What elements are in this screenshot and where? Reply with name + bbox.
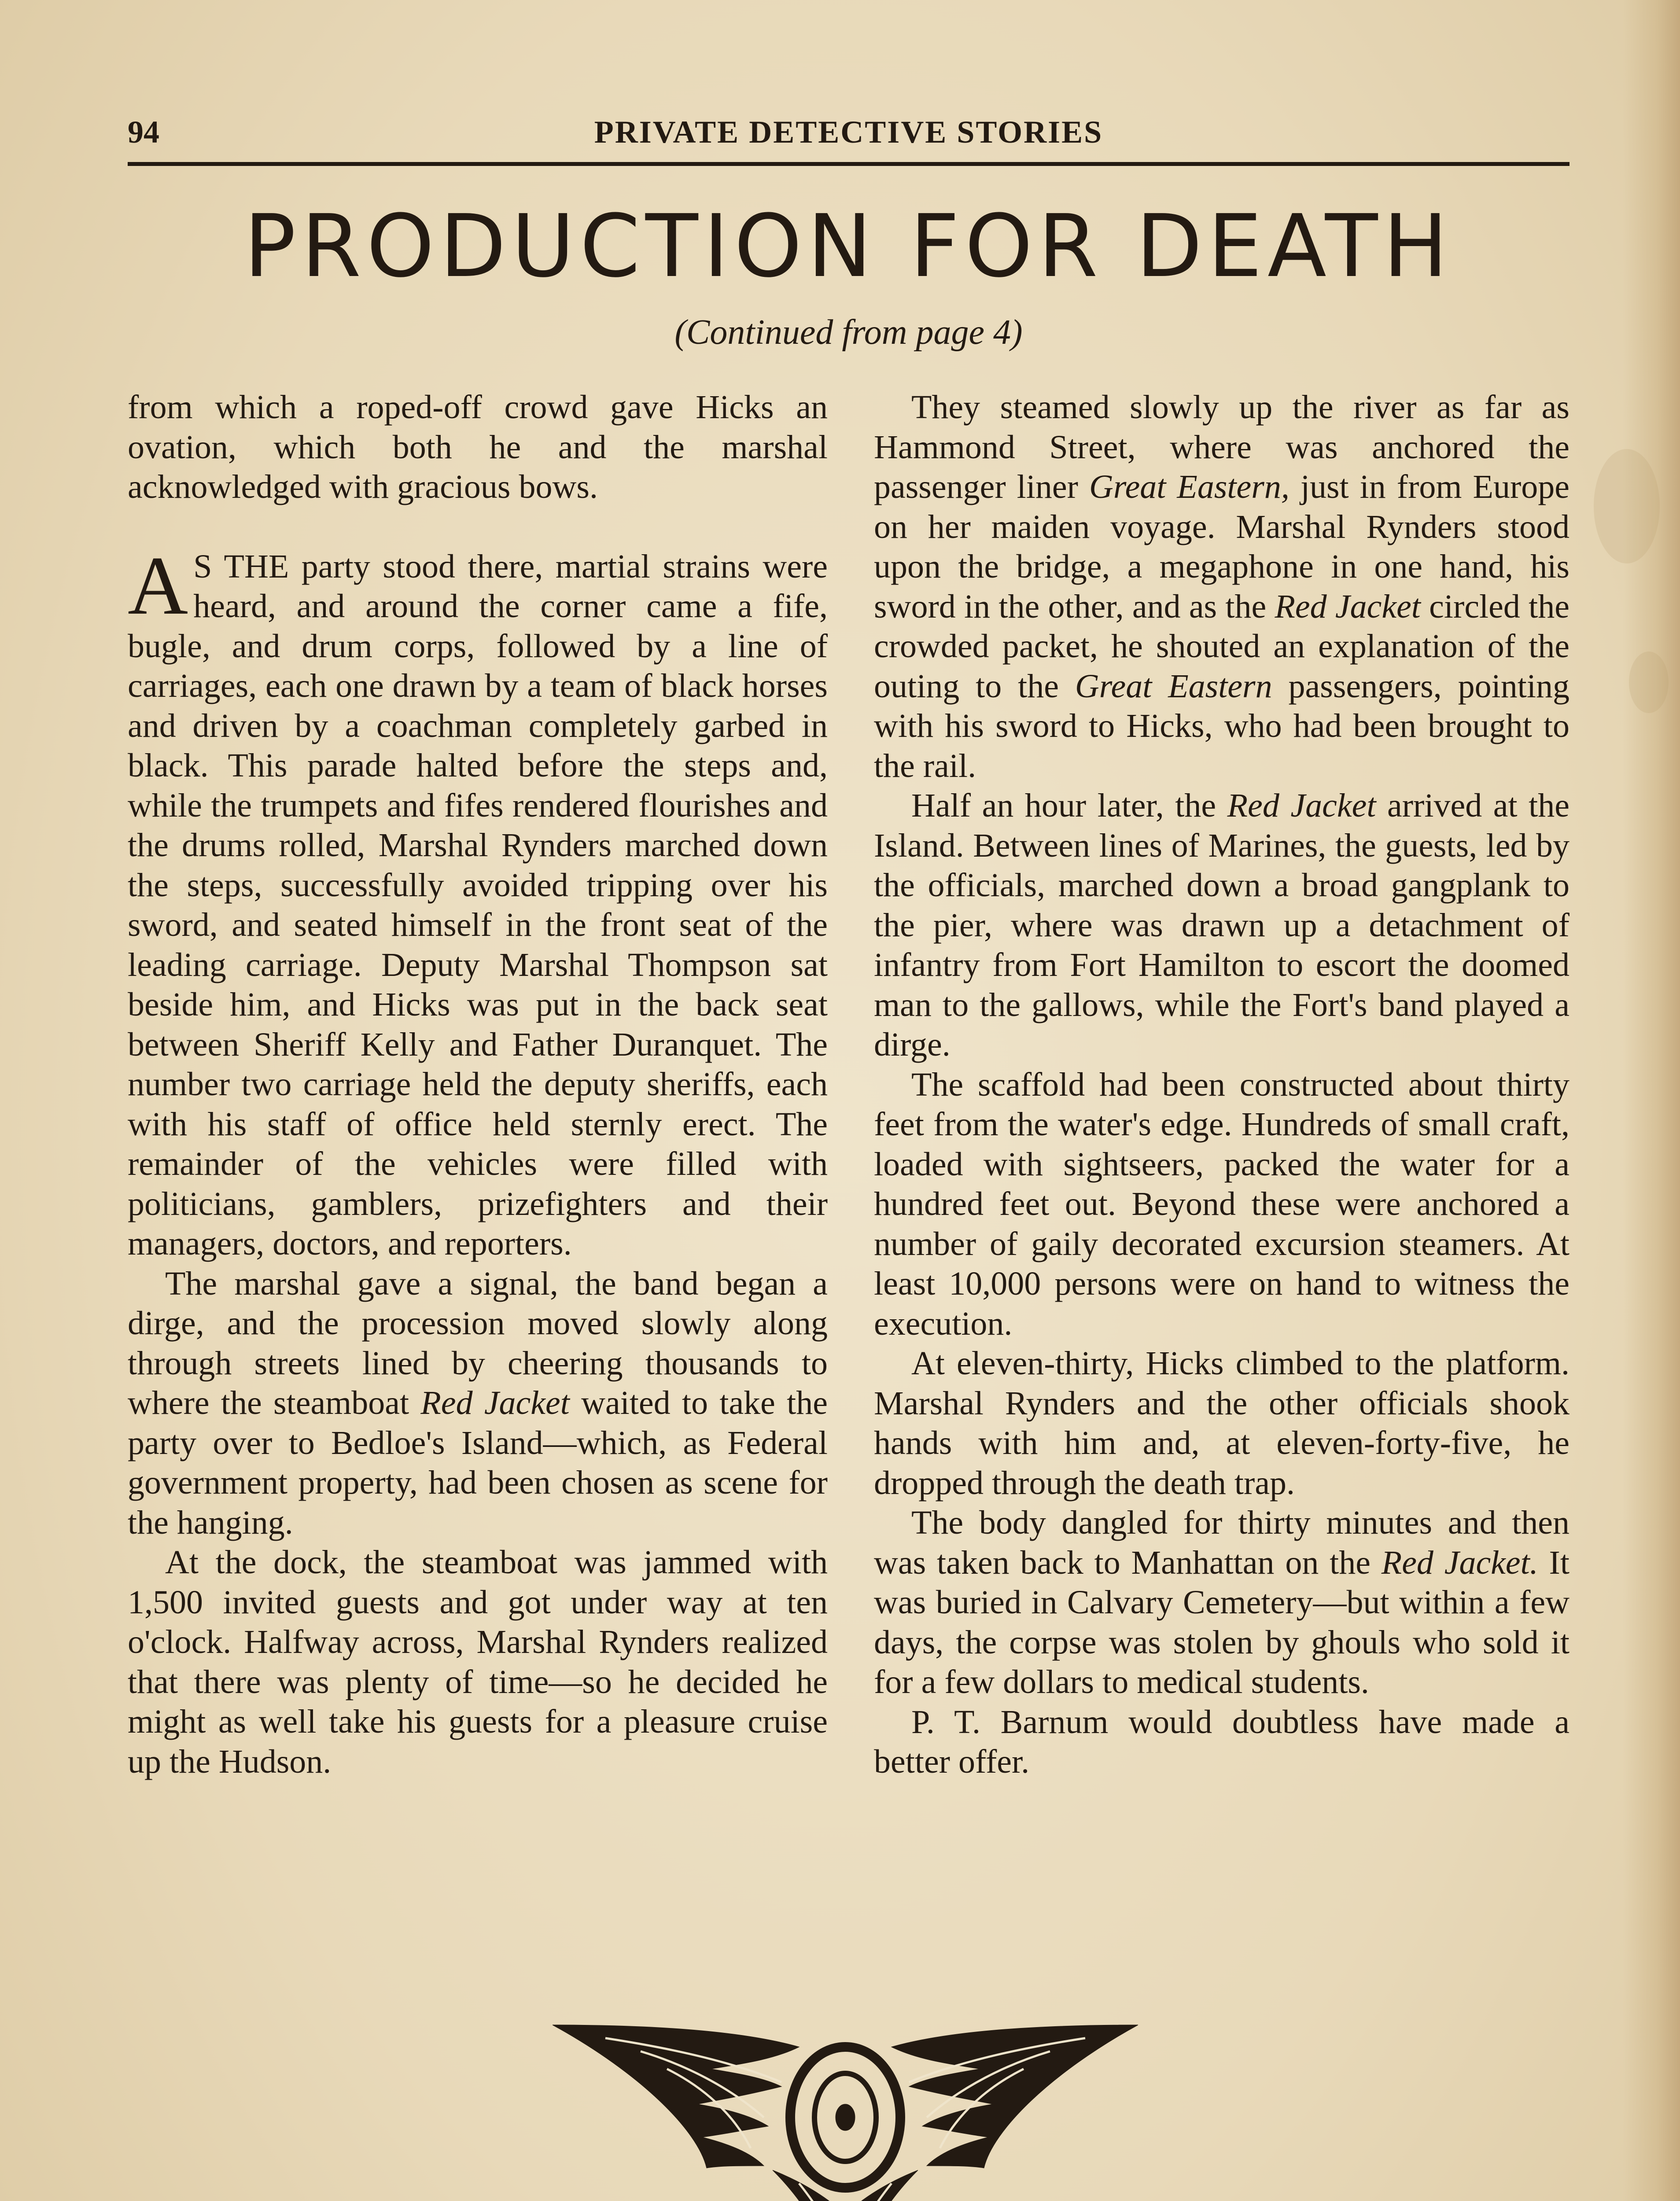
ship-name: Great Eastern — [1075, 667, 1272, 705]
continued-note: (Continued from page 4) — [674, 313, 1023, 352]
paragraph: P. T. Barnum would doubtless have made a better offer. — [874, 1703, 1569, 1780]
paragraph — [874, 786, 1569, 1065]
ship-name: Red Jacket — [1275, 588, 1421, 625]
text-run: They steamed slowly up the river as far as Hammond Street, where was anchored the passenger liner — [874, 389, 1569, 505]
ship-name: Great Eastern, — [1089, 468, 1289, 505]
paper-stain — [1629, 651, 1669, 713]
ship-name: Red Jacket. — [1381, 1544, 1538, 1581]
paragraph: The scaffold had been constructed about thirty feet from the water's edge. Hundreds of small craft, loaded with sightseers, packed the water for a hundred feet out. Beyond these were anchored a number of gaily decorated excursion steamers. At least 10,000 persons were on hand to witness the execution. — [874, 1066, 1569, 1342]
paper-stain — [1594, 449, 1660, 563]
text-run: circled the crowded packet, he shouted an explanation of the outing to the — [874, 588, 1569, 705]
winged-wheel-ornament — [553, 2021, 1138, 2201]
left-column — [128, 387, 828, 1781]
paragraph: At the dock, the steamboat was jammed with 1,500 invited guests and got under way at ten o'clock. Halfway across, Marshal Rynders realized that there was plenty of time—so he decided he might as well take his guests for a pleasure cruise up the Hudson. — [128, 1544, 828, 1780]
paragraph: At eleven-thirty, Hicks climbed to the platform. Marshal Rynders and the other officials shook hands with him and, at eleven-forty-five, he dropped through the death trap. — [874, 1345, 1569, 1502]
magazine-title: PRIVATE DETECTIVE STORIES — [594, 114, 1103, 150]
text-run: arrived at the Island. Between lines of Marines, the guests, led by the officials, marched down a broad gangplank to the pier, where was drawn up a detachment of infantry from Fort Hamilton to escort the doomed man to the gallows, while the Fort's band played a dirge. — [874, 787, 1569, 1063]
text-run: just in from Europe on her maiden voyage. Marshal Rynders stood upon the bridge, a megaphone in one hand, his sword in the other, and as the — [874, 468, 1569, 625]
paragraph-dropcap — [128, 539, 828, 1264]
ship-name: Red Jacket — [1227, 787, 1376, 824]
text-run: It was buried in Calvary Cemetery—but within a few days, the corpse was stolen by ghouls who sold it for a few dollars to medical students. — [874, 1544, 1569, 1700]
ship-name: Red Jacket — [420, 1384, 570, 1421]
paragraph — [874, 387, 1569, 786]
paragraph-text: S THE party stood there, martial strains were heard, and around the corner came a fife, bugle, and drum corps, followed by a line of carriages, each one drawn by a team of black horses and driven by a coachman completely garbed in black. This parade halted before the steps and, while the trumpets and fifes rendered flourishes and the drums rolled, Marshal Rynders marched down the steps, successfully avoided tripping over his sword, and seated himself in the front seat of the leading carriage. Deputy Marshal Thompson sat beside him, and Hicks was put in the back seat between Sheriff Kelly and Father Duranquet. The number two carriage held the deputy sheriffs, each with his staff of office held sternly erect. The remainder of the vehicles were filled with politicians, gamblers, prizefighters and their managers, doctors, and reporters. — [128, 548, 828, 1262]
article-title: PRODUCTION FOR DEATH — [244, 196, 1453, 297]
paragraph — [128, 1264, 828, 1543]
page-edge-wear — [1623, 0, 1680, 2201]
paragraph: from which a roped-off crowd gave Hicks an ovation, which both he and the marshal acknowledged with gracious bows. — [128, 389, 828, 505]
text-run: The body dangled for thirty minutes and then was taken back to Manhattan on the — [874, 1504, 1569, 1581]
text-run: The marshal gave a signal, the band began a dirge, and the procession moved slowly along through streets lined by cheering thousands to where the steamboat — [128, 1265, 828, 1421]
text-run: Half an hour later, the — [911, 787, 1227, 824]
drop-cap: A — [128, 539, 188, 632]
header-rule — [128, 162, 1569, 166]
text-run: passengers, pointing with his sword to Hicks, who had been brought to the rail. — [874, 667, 1569, 784]
paragraph — [874, 1503, 1569, 1702]
page-number: 94 — [128, 114, 159, 150]
text-run: waited to take the party over to Bedloe's Island—which, as Federal government property, had been chosen as scene for the hanging. — [128, 1384, 828, 1541]
page-header — [128, 112, 1569, 152]
right-column — [874, 387, 1569, 1782]
